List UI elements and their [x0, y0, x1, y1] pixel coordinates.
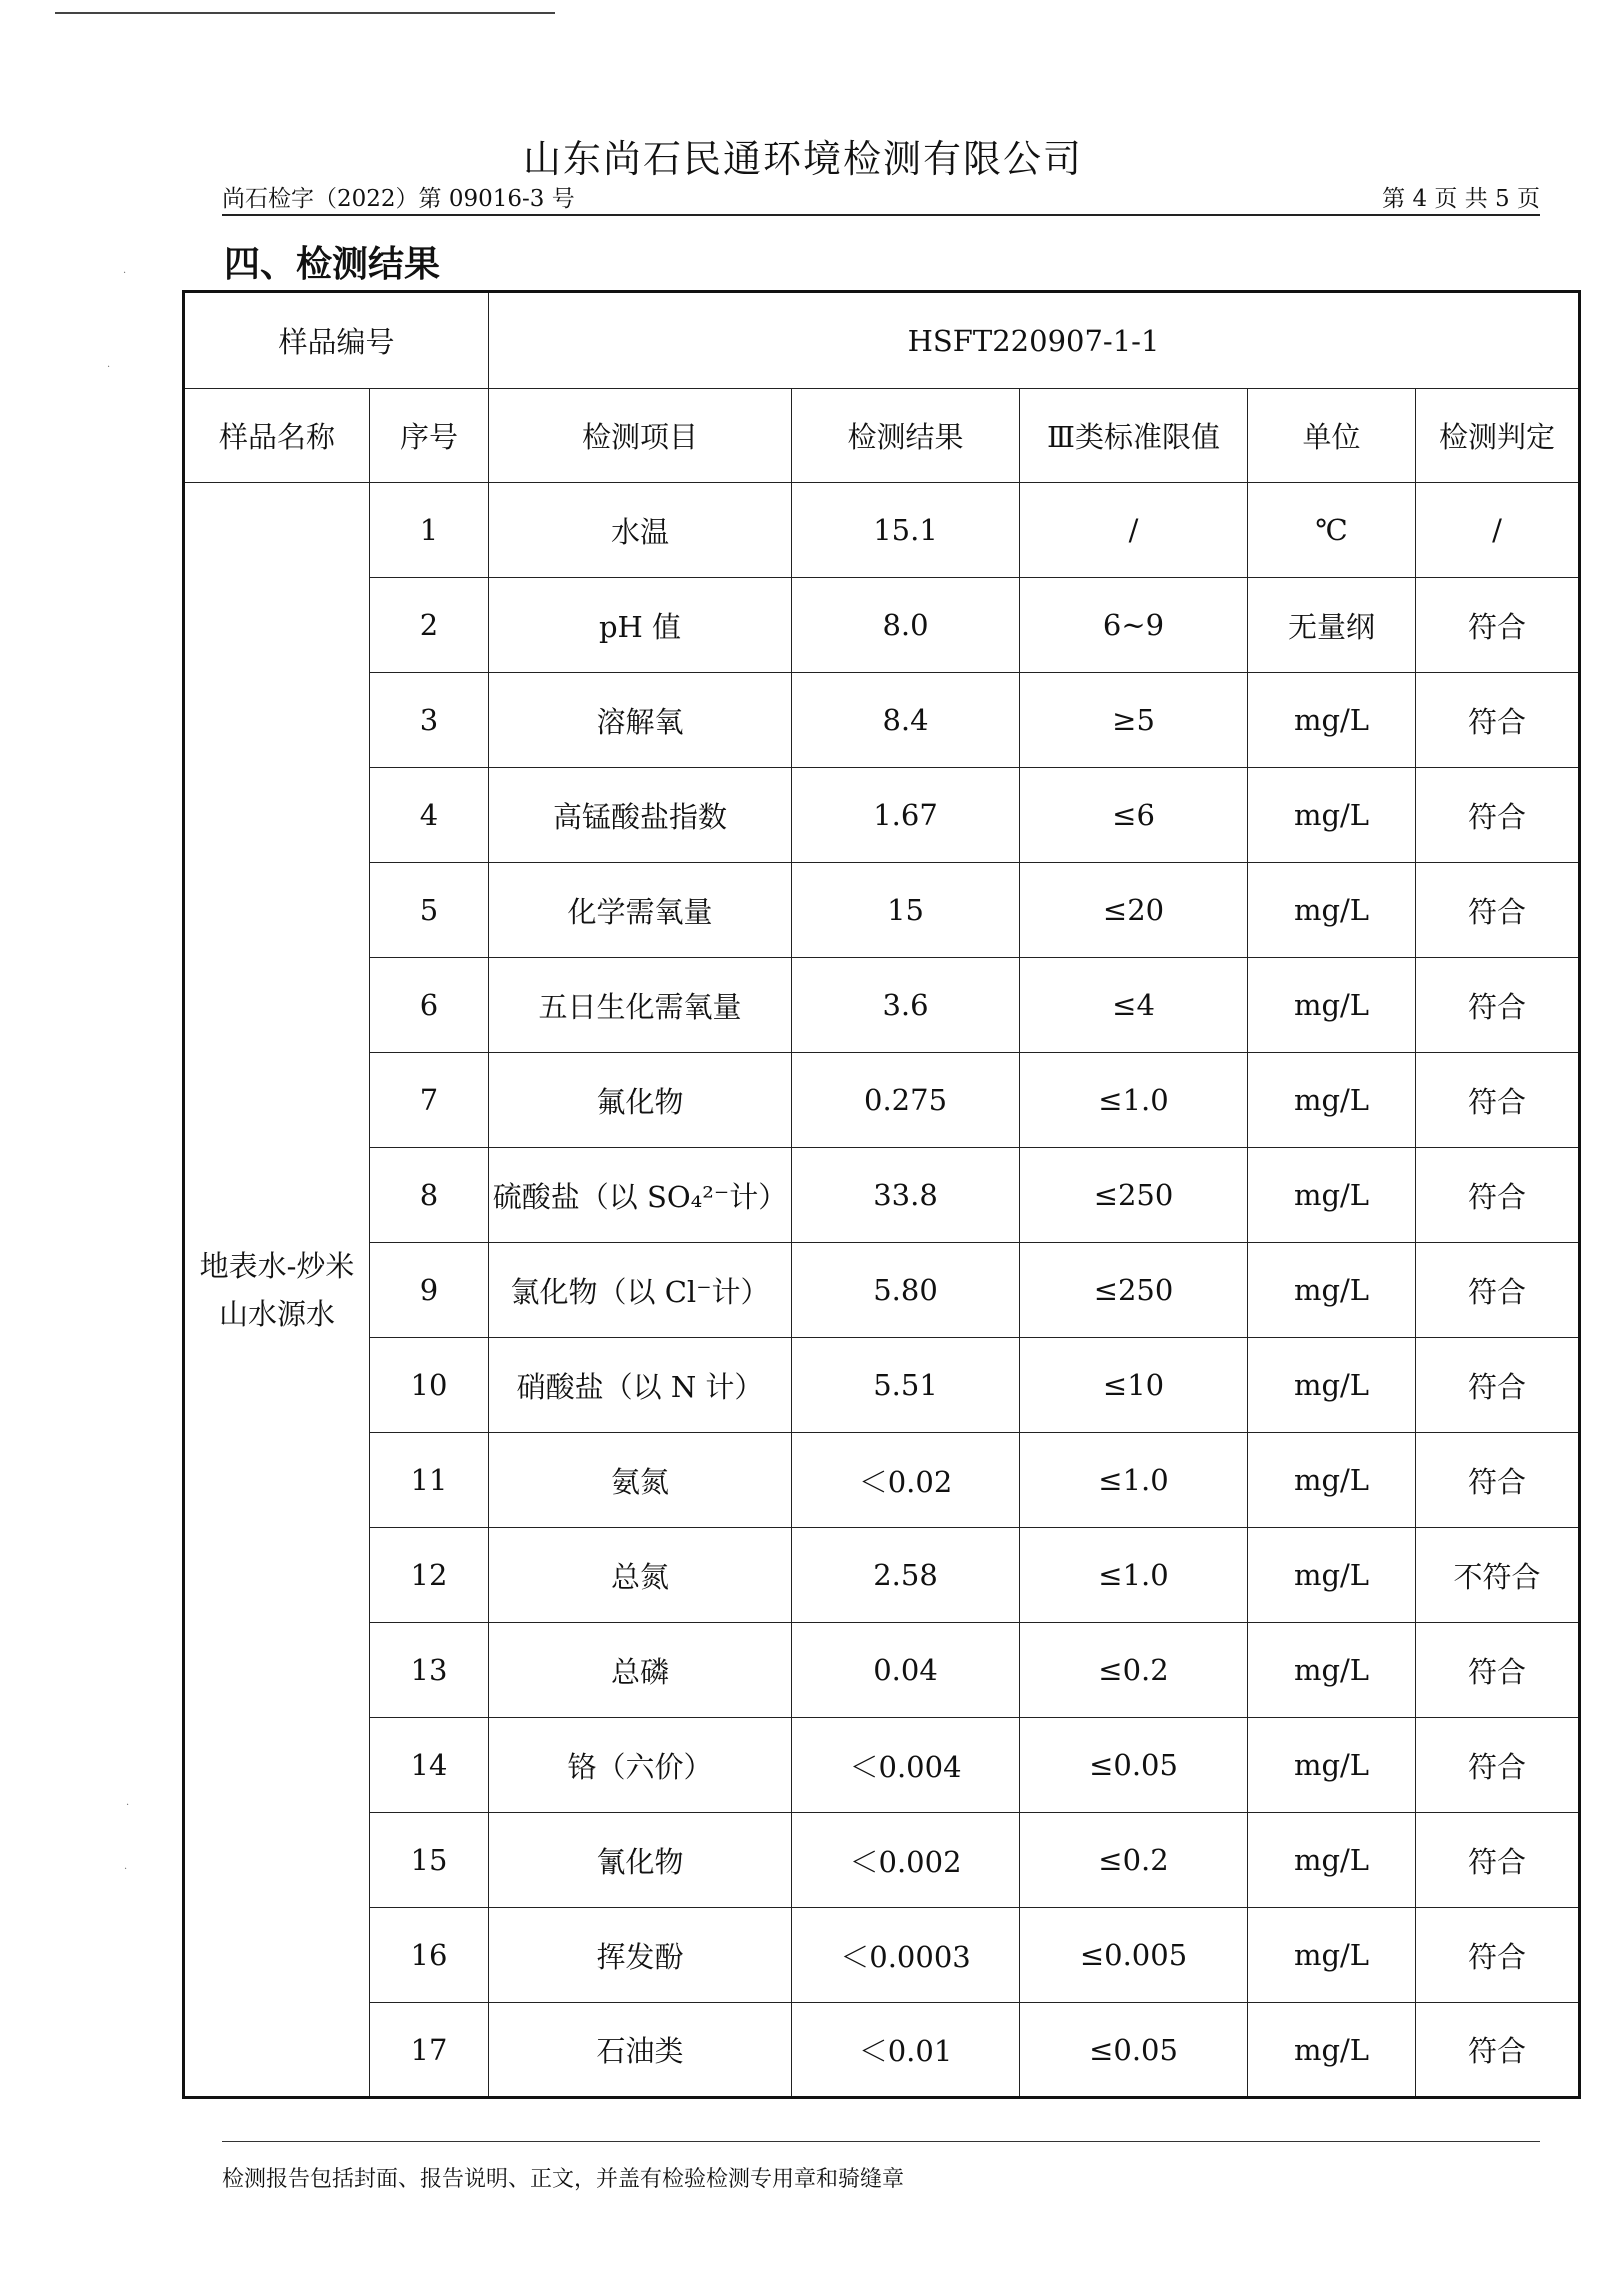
serial-no-cell: 13: [370, 1623, 489, 1718]
test-item-cell: 氯化物（以 Cl⁻计）: [489, 1243, 792, 1338]
test-result-cell: 0.04: [792, 1623, 1020, 1718]
test-item-cell: 铬（六价）: [489, 1718, 792, 1813]
verdict-cell: 符合: [1416, 673, 1580, 768]
table-row: [184, 1338, 1580, 1433]
verdict-cell: 符合: [1416, 1433, 1580, 1528]
unit-cell: mg/L: [1248, 1528, 1416, 1623]
verdict-cell: 符合: [1416, 1338, 1580, 1433]
standard-limit-cell: ≤0.005: [1020, 1908, 1248, 2003]
table-row: [184, 1053, 1580, 1148]
unit-cell: mg/L: [1248, 1908, 1416, 2003]
unit-cell: mg/L: [1248, 1053, 1416, 1148]
table-row: [184, 1623, 1580, 1718]
sample-name-cell: 地表水-炒米山水源水: [184, 483, 370, 2098]
test-result-cell: ＜0.004: [792, 1718, 1020, 1813]
test-result-cell: 5.80: [792, 1243, 1020, 1338]
serial-no-cell: 8: [370, 1148, 489, 1243]
serial-no-cell: 7: [370, 1053, 489, 1148]
verdict-cell: /: [1416, 483, 1580, 578]
test-result-cell: 8.0: [792, 578, 1020, 673]
unit-cell: mg/L: [1248, 768, 1416, 863]
test-item-cell: pH 值: [489, 578, 792, 673]
report-header: [222, 180, 1540, 216]
test-item-cell: 五日生化需氧量: [489, 958, 792, 1053]
serial-no-cell: 14: [370, 1718, 489, 1813]
test-result-cell: 2.58: [792, 1528, 1020, 1623]
serial-no-cell: 9: [370, 1243, 489, 1338]
table-row: [184, 1433, 1580, 1528]
page-indicator: 第 4 页 共 5 页: [1382, 186, 1540, 212]
section-title: 四、检测结果: [224, 244, 441, 285]
sample-id-value: HSFT220907-1-1: [489, 292, 1580, 389]
test-result-cell: ＜0.01: [792, 2003, 1020, 2098]
verdict-cell: 符合: [1416, 958, 1580, 1053]
scan-mark: ·: [107, 362, 111, 373]
table-row: [184, 2003, 1580, 2098]
standard-limit-cell: ≤0.05: [1020, 2003, 1248, 2098]
test-result-cell: 15.1: [792, 483, 1020, 578]
test-item-cell: 氨氮: [489, 1433, 792, 1528]
test-result-cell: 33.8: [792, 1148, 1020, 1243]
verdict-cell: 符合: [1416, 2003, 1580, 2098]
header-standard-limit: Ⅲ类标准限值: [1020, 389, 1248, 483]
header-test-item: 检测项目: [489, 389, 792, 483]
table-row: [184, 578, 1580, 673]
standard-limit-cell: ≤0.2: [1020, 1623, 1248, 1718]
standard-limit-cell: ≤6: [1020, 768, 1248, 863]
test-result-cell: ＜0.0003: [792, 1908, 1020, 2003]
standard-limit-cell: ≤20: [1020, 863, 1248, 958]
serial-no-cell: 16: [370, 1908, 489, 2003]
test-item-cell: 硝酸盐（以 N 计）: [489, 1338, 792, 1433]
footer-note: 检测报告包括封面、报告说明、正文，并盖有检验检测专用章和骑缝章: [222, 2167, 905, 2192]
verdict-cell: 符合: [1416, 1718, 1580, 1813]
sample-id-row: [184, 292, 1580, 389]
table-row: [184, 1908, 1580, 2003]
verdict-cell: 符合: [1416, 768, 1580, 863]
standard-limit-cell: ≤1.0: [1020, 1528, 1248, 1623]
header-test-result: 检测结果: [792, 389, 1020, 483]
test-item-cell: 总氮: [489, 1528, 792, 1623]
unit-cell: 无量纲: [1248, 578, 1416, 673]
unit-cell: mg/L: [1248, 673, 1416, 768]
test-item-cell: 氰化物: [489, 1813, 792, 1908]
standard-limit-cell: ≤1.0: [1020, 1053, 1248, 1148]
serial-no-cell: 2: [370, 578, 489, 673]
standard-limit-cell: 6~9: [1020, 578, 1248, 673]
serial-no-cell: 3: [370, 673, 489, 768]
standard-limit-cell: ≤10: [1020, 1338, 1248, 1433]
column-header-row: [184, 389, 1580, 483]
test-item-cell: 挥发酚: [489, 1908, 792, 2003]
test-item-cell: 化学需氧量: [489, 863, 792, 958]
unit-cell: mg/L: [1248, 2003, 1416, 2098]
top-edge-rule: [55, 12, 555, 14]
test-item-cell: 水温: [489, 483, 792, 578]
table-row: [184, 1528, 1580, 1623]
table-row: [184, 1243, 1580, 1338]
table-row: [184, 1813, 1580, 1908]
unit-cell: mg/L: [1248, 1243, 1416, 1338]
table-row: [184, 673, 1580, 768]
standard-limit-cell: ≤250: [1020, 1148, 1248, 1243]
scan-mark: ·: [126, 1800, 130, 1811]
verdict-cell: 符合: [1416, 1148, 1580, 1243]
unit-cell: mg/L: [1248, 1433, 1416, 1528]
serial-no-cell: 15: [370, 1813, 489, 1908]
report-number: 尚石检字（2022）第 09016-3 号: [222, 186, 575, 212]
unit-cell: mg/L: [1248, 958, 1416, 1053]
header-sample-name: 样品名称: [184, 389, 370, 483]
footer-rule: [222, 2141, 1540, 2142]
test-item-cell: 溶解氧: [489, 673, 792, 768]
test-item-cell: 氟化物: [489, 1053, 792, 1148]
scan-mark: ·: [124, 1864, 128, 1875]
test-result-cell: ＜0.02: [792, 1433, 1020, 1528]
unit-cell: mg/L: [1248, 1718, 1416, 1813]
test-result-cell: ＜0.002: [792, 1813, 1020, 1908]
standard-limit-cell: ≤0.05: [1020, 1718, 1248, 1813]
serial-no-cell: 12: [370, 1528, 489, 1623]
serial-no-cell: 6: [370, 958, 489, 1053]
test-item-cell: 高锰酸盐指数: [489, 768, 792, 863]
verdict-cell: 符合: [1416, 1243, 1580, 1338]
table-row: [184, 1718, 1580, 1813]
verdict-cell: 符合: [1416, 863, 1580, 958]
unit-cell: mg/L: [1248, 1338, 1416, 1433]
unit-cell: mg/L: [1248, 1623, 1416, 1718]
standard-limit-cell: ≤0.2: [1020, 1813, 1248, 1908]
unit-cell: mg/L: [1248, 863, 1416, 958]
serial-no-cell: 10: [370, 1338, 489, 1433]
test-result-cell: 5.51: [792, 1338, 1020, 1433]
unit-cell: mg/L: [1248, 1148, 1416, 1243]
test-item-cell: 总磷: [489, 1623, 792, 1718]
scan-mark: ·: [123, 268, 127, 279]
unit-cell: ℃: [1248, 483, 1416, 578]
verdict-cell: 符合: [1416, 578, 1580, 673]
standard-limit-cell: ≤1.0: [1020, 1433, 1248, 1528]
sample-id-label: 样品编号: [184, 292, 489, 389]
verdict-cell: 不符合: [1416, 1528, 1580, 1623]
table-row: [184, 768, 1580, 863]
results-table: [182, 290, 1581, 2099]
serial-no-cell: 17: [370, 2003, 489, 2098]
test-result-cell: 3.6: [792, 958, 1020, 1053]
unit-cell: mg/L: [1248, 1813, 1416, 1908]
header-serial-no: 序号: [370, 389, 489, 483]
test-item-cell: 硫酸盐（以 SO₄²⁻计）: [489, 1148, 792, 1243]
results-table-body: [184, 292, 1580, 2098]
test-item-cell: 石油类: [489, 2003, 792, 2098]
serial-no-cell: 5: [370, 863, 489, 958]
serial-no-cell: 4: [370, 768, 489, 863]
table-row: [184, 483, 1580, 578]
table-row: [184, 958, 1580, 1053]
verdict-cell: 符合: [1416, 1908, 1580, 2003]
header-unit: 单位: [1248, 389, 1416, 483]
standard-limit-cell: ≥5: [1020, 673, 1248, 768]
test-result-cell: 15: [792, 863, 1020, 958]
table-row: [184, 863, 1580, 958]
standard-limit-cell: /: [1020, 483, 1248, 578]
serial-no-cell: 11: [370, 1433, 489, 1528]
verdict-cell: 符合: [1416, 1813, 1580, 1908]
serial-no-cell: 1: [370, 483, 489, 578]
test-result-cell: 0.275: [792, 1053, 1020, 1148]
standard-limit-cell: ≤250: [1020, 1243, 1248, 1338]
standard-limit-cell: ≤4: [1020, 958, 1248, 1053]
verdict-cell: 符合: [1416, 1623, 1580, 1718]
header-verdict: 检测判定: [1416, 389, 1580, 483]
verdict-cell: 符合: [1416, 1053, 1580, 1148]
company-name: 山东尚石民通环境检测有限公司: [522, 137, 1083, 181]
test-result-cell: 1.67: [792, 768, 1020, 863]
test-result-cell: 8.4: [792, 673, 1020, 768]
table-row: [184, 1148, 1580, 1243]
